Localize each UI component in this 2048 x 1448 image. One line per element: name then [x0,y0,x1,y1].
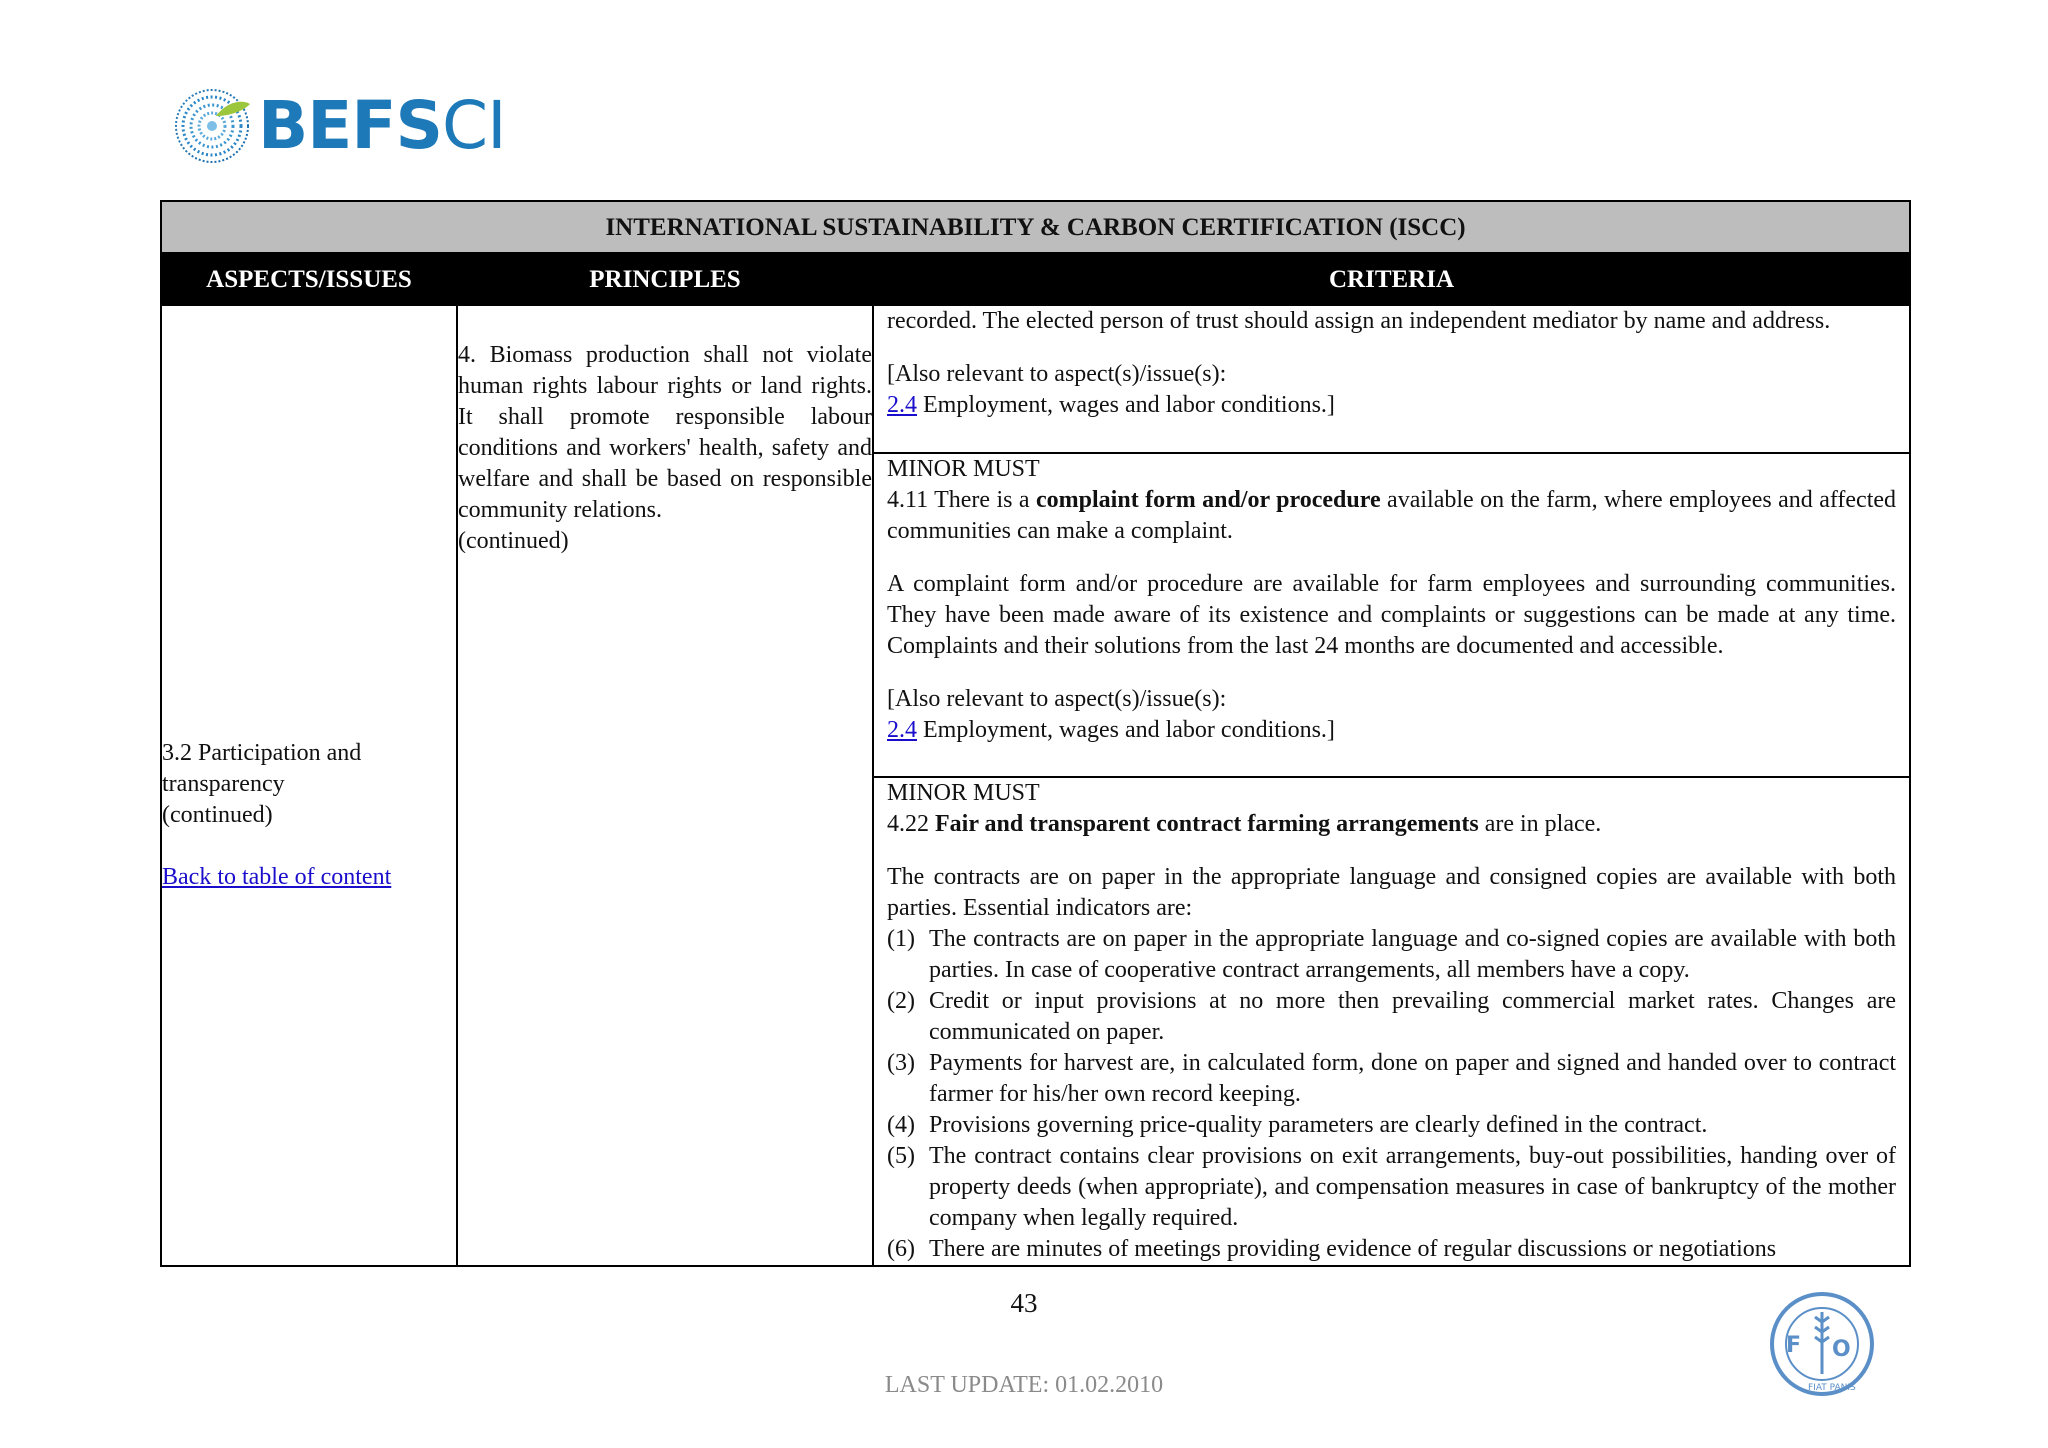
column-header-principles: PRINCIPLES [457,253,873,305]
criteria-block-4-22 [874,778,1909,1265]
iscc-criteria-table [160,200,1911,1267]
list-item: (6) There are minutes of meetings providing evidence of regular discussions or negotiations [887,1236,1777,1262]
aspect-continued: (continued) [162,802,273,828]
globe-icon [172,86,252,166]
logo-wordmark: BEFSCI [258,87,506,164]
principle-continued: (continued) [458,528,569,554]
svg-text:O: O [1832,1337,1851,1362]
criteria-heading: 4.11 There is a complaint form and/or procedure available on the farm, where employees and affected communities can make a complaint. [887,487,1897,544]
svg-text:FIAT PANIS: FIAT PANIS [1808,1383,1856,1393]
principle-text: 4. Biomass production shall not violate human rights labour rights or land rights. It shall promote responsible labour conditions and workers' health, safety and welfare and shall be based on responsible community relations. [458,342,872,523]
aspect-title-line2: transparency [162,771,285,797]
principle-cell [457,305,873,1266]
also-relevant-text: [Also relevant to aspect(s)/issue(s): [887,686,1227,712]
aspect-2-4-link[interactable]: 2.4 [887,392,917,418]
also-relevant-text: [Also relevant to aspect(s)/issue(s): [887,361,1227,387]
criteria-block-4-11 [874,454,1909,778]
aspect-title-line1: 3.2 Participation and [162,740,362,766]
list-item: (4) Provisions governing price-quality parameters are clearly defined in the contract. [887,1112,1708,1138]
aspect-cell [161,305,457,1266]
list-item: (3) Payments for harvest are, in calculated form, done on paper and signed and handed over to contract farmer for his/her own record keeping. [887,1050,1897,1107]
criteria-heading: 4.22 Fair and transparent contract farming arrangements are in place. [887,811,1602,837]
criteria-block-continued [874,306,1909,454]
svg-text:F: F [1786,1333,1802,1358]
criteria-level: MINOR MUST [887,456,1040,482]
criteria-body: The contracts are on paper in the appropriate language and consigned copies are available with both parties. Essential indicators are: [887,864,1897,921]
page-number: 43 [1010,1288,1038,1318]
table-row [161,305,1910,1266]
list-item: (5) The contract contains clear provisions on exit arrangements, buy-out possibilities, handing over of property deeds (when appropriate), and compensation measures in case of bankruptcy of the mother company when legally required. [887,1143,1897,1231]
also-relevant-tail: Employment, wages and labor conditions.] [917,717,1335,743]
fao-logo-icon [1768,1290,1876,1398]
criteria-cell [873,305,1910,1266]
criteria-body: A complaint form and/or procedure are available for farm employees and surrounding communities. They have been made aware of its existence and complaints or suggestions can be made at any time. Complaints and their solutions from the last 24 months are documented and accessible. [887,571,1897,659]
table-title: INTERNATIONAL SUSTAINABILITY & CARBON CERTIFICATION (ISCC) [161,201,1910,253]
list-item: (1) The contracts are on paper in the appropriate language and co-signed copies are available with both parties. In case of cooperative contract arrangements, all members have a copy. [887,926,1897,983]
befsci-logo [172,86,506,166]
criteria-level: MINOR MUST [887,780,1040,806]
last-update: LAST UPDATE: 01.02.2010 [884,1372,1164,1398]
column-header-aspects: ASPECTS/ISSUES [161,253,457,305]
criteria-text: recorded. The elected person of trust should assign an independent mediator by name and address. [887,308,1831,334]
also-relevant-tail: Employment, wages and labor conditions.] [917,392,1335,418]
indicator-list [887,924,1896,1265]
back-to-toc-link[interactable]: Back to table of content [162,864,392,890]
aspect-2-4-link[interactable]: 2.4 [887,717,917,743]
column-header-criteria: CRITERIA [873,253,1910,305]
list-item: (2) Credit or input provisions at no more then prevailing commercial market rates. Changes are communicated on paper. [887,988,1897,1045]
